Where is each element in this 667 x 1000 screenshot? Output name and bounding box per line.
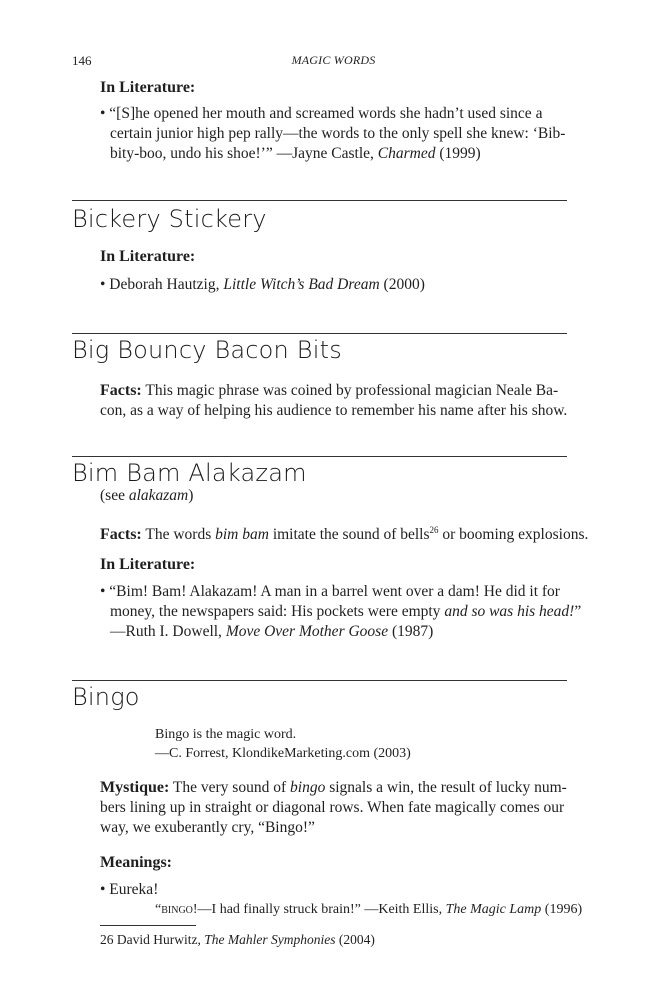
entry-title-bingo: Bingo — [72, 683, 140, 711]
mystique-line-2: bers lining up in straight or diagonal rows. When fate magically comes our — [100, 799, 565, 816]
quote-close: ” — [574, 603, 582, 620]
see-prefix: (see — [100, 487, 129, 504]
facts-emphasis: bim bam — [215, 526, 269, 544]
footnote-author: David Hurwitz, — [113, 932, 205, 947]
footnote-number: 26 — [100, 932, 114, 947]
quote-line-2 — [110, 602, 581, 621]
continuation-line-1: • “[S]he opened her mouth and screamed words she hadn’t used since a — [100, 105, 543, 122]
section-heading-in-literature: In Literature: — [100, 79, 196, 96]
quote-line-1: • “Bim! Bam! Alakazam! A man in a barrel went over a dam! He did it for — [100, 583, 560, 600]
quote-text: bity-boo, undo his shoe!’” —Jayne Castle, — [110, 145, 378, 162]
facts-text: The words — [141, 526, 216, 544]
quote-text: money, the newspapers said: His pockets were empty — [110, 603, 445, 620]
mystique-emphasis: bingo — [290, 779, 326, 796]
footnote-year: (2004) — [335, 932, 375, 947]
mystique-line-3: way, we exuberantly cry, “Bingo!” — [100, 819, 315, 836]
quote-line-3 — [110, 622, 433, 641]
epigraph-line-1: Bingo is the magic word. — [155, 727, 297, 742]
facts-text: This magic phrase was coined by professional magician Neale Ba- — [141, 382, 559, 399]
footnote-marker: 26 — [429, 525, 439, 535]
book-title: Little Witch’s Bad Dream — [223, 276, 380, 293]
section-heading-in-literature: In Literature: — [100, 556, 196, 573]
facts-line-2: con, as a way of helping his audience to remember his name after his show. — [100, 402, 568, 419]
facts-line-1 — [100, 381, 558, 400]
entry-title-bickery-stickery: Bickery Stickery — [72, 205, 267, 233]
footnote — [100, 932, 375, 948]
cross-reference-link: alakazam — [128, 487, 189, 504]
book-title: The Magic Lamp — [445, 902, 542, 917]
continuation-line-3 — [110, 144, 481, 163]
item-author: • Deborah Hautzig, — [100, 276, 224, 293]
facts-text: imitate the sound of bells — [268, 526, 430, 544]
quote-author: —Ruth I. Dowell, — [110, 623, 226, 640]
section-heading-in-literature: In Literature: — [100, 248, 196, 265]
entry-title-bim-bam-alakazam: Bim Bam Alakazam — [72, 459, 307, 487]
continuation-line-2: certain junior high pep rally—the words to the only spell she knew: ‘Bib- — [110, 125, 566, 142]
quote-year: (1996) — [541, 902, 583, 917]
quote-open: “ — [155, 902, 162, 917]
book-title: Charmed — [377, 145, 436, 162]
entry-title-big-bouncy-bacon-bits: Big Bouncy Bacon Bits — [72, 336, 342, 364]
facts-line — [100, 521, 588, 544]
entry-rule — [72, 333, 567, 334]
footnote-rule — [100, 925, 196, 926]
quote-small-caps: bingo — [161, 902, 193, 917]
mystique-line-1 — [100, 778, 567, 797]
section-heading-meanings: Meanings: — [100, 854, 172, 871]
page-number: 146 — [72, 53, 92, 68]
entry-rule — [72, 680, 567, 681]
literature-item — [100, 275, 425, 294]
quote-text: !—I had finally struck brain!” —Keith Ellis, — [192, 902, 446, 917]
entry-rule — [72, 456, 567, 457]
see-suffix: ) — [188, 487, 194, 504]
book-title: Move Over Mother Goose — [225, 623, 389, 640]
meaning-quote — [155, 900, 582, 919]
epigraph-line-2: —C. Forrest, KlondikeMarketing.com (2003) — [155, 746, 411, 761]
item-year: (2000) — [379, 276, 425, 293]
quote-year: (1999) — [435, 145, 481, 162]
cross-reference — [100, 486, 193, 505]
entry-rule — [72, 200, 567, 201]
facts-label: Facts: — [100, 526, 142, 544]
meaning-item: • Eureka! — [100, 881, 159, 898]
facts-label: Facts: — [100, 382, 142, 399]
mystique-text: signals a win, the result of lucky num- — [325, 779, 567, 796]
running-title: MAGIC WORDS — [291, 53, 376, 67]
mystique-label: Mystique: — [100, 779, 170, 796]
quote-emphasis: and so was his head! — [444, 603, 575, 620]
facts-text: or booming explosions. — [438, 526, 589, 544]
mystique-text: The very sound of — [169, 779, 291, 796]
quote-year: (1987) — [388, 623, 434, 640]
footnote-book-title: The Mahler Symphonies — [204, 932, 336, 947]
